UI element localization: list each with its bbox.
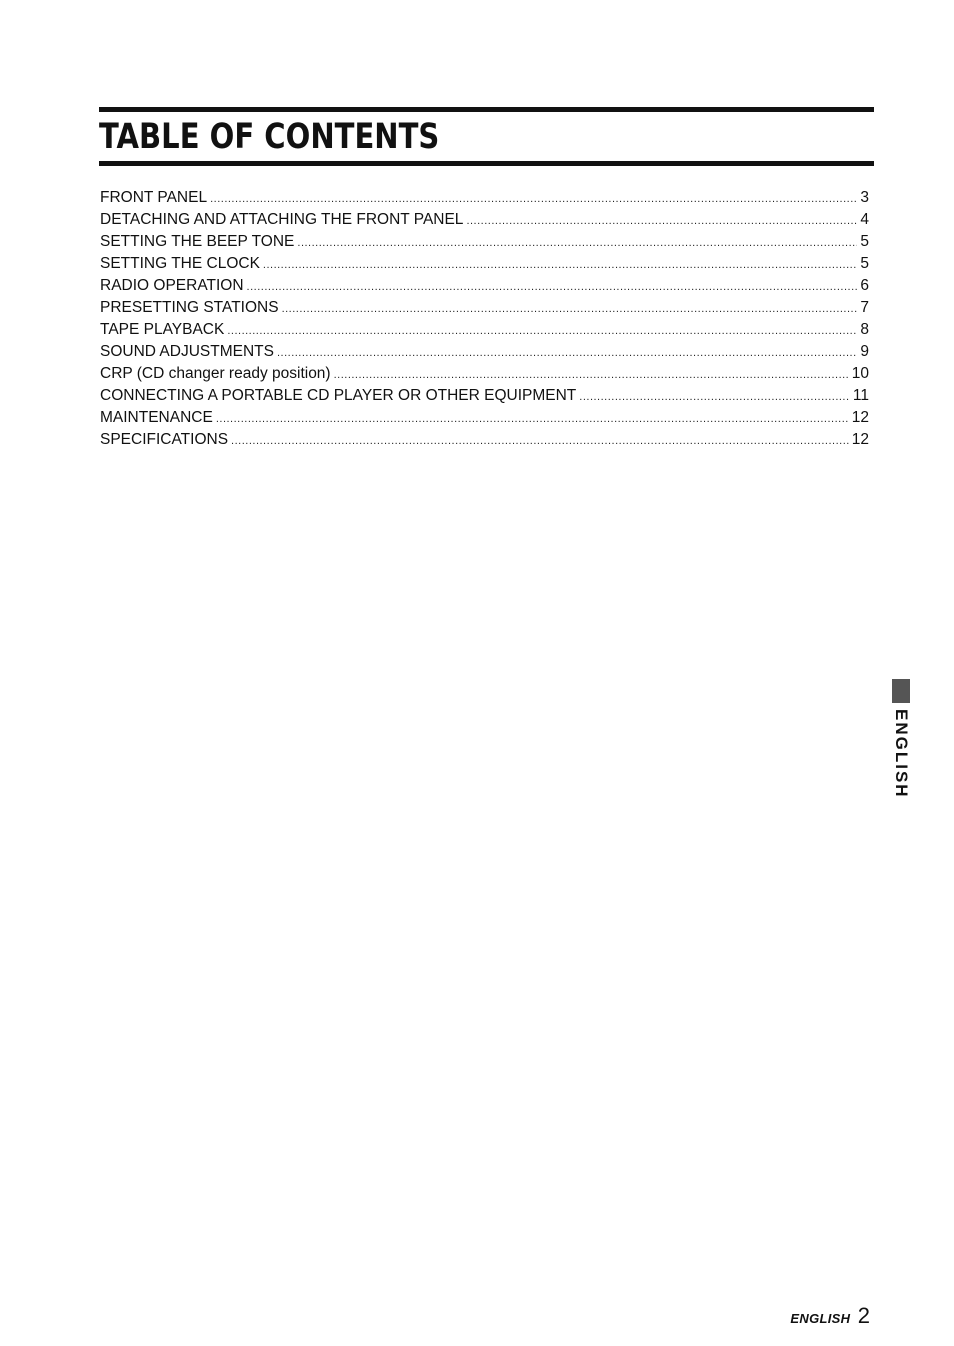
toc-entry-title: SETTING THE BEEP TONE: [100, 233, 295, 250]
dot-leader: [216, 408, 849, 430]
dot-leader: [297, 232, 857, 254]
toc-entry[interactable]: [100, 385, 869, 407]
dot-leader: [282, 298, 858, 320]
toc-entry-title: PRESETTING STATIONS: [100, 299, 279, 316]
toc-entry[interactable]: [100, 363, 869, 385]
toc-entry-title: RADIO OPERATION: [100, 277, 244, 294]
toc-entry-page: 12: [851, 409, 869, 426]
toc-entry-page: 3: [860, 189, 869, 206]
toc-entry-title: FRONT PANEL: [100, 189, 208, 206]
toc-entry[interactable]: [100, 407, 869, 429]
dot-leader: [277, 342, 857, 364]
toc-entry-page: 10: [851, 365, 869, 382]
toc-entry[interactable]: [100, 187, 869, 209]
toc-entry-title: SPECIFICATIONS: [100, 431, 229, 448]
toc-entry-title: DETACHING AND ATTACHING THE FRONT PANEL: [100, 211, 464, 228]
page-number: 2: [857, 1303, 870, 1328]
toc-entry-title: CONNECTING A PORTABLE CD PLAYER OR OTHER EQUIPMENT: [100, 387, 577, 404]
toc-entry[interactable]: [100, 231, 869, 253]
toc-entry-page: 6: [860, 277, 869, 294]
toc-entry[interactable]: [100, 319, 869, 341]
dot-leader: [466, 210, 857, 232]
toc-entry[interactable]: [100, 253, 869, 275]
toc-entry[interactable]: [100, 341, 869, 363]
table-of-contents: [100, 187, 869, 451]
dot-leader: [227, 320, 857, 342]
dot-leader: [334, 364, 849, 386]
dot-leader: [263, 254, 857, 276]
toc-entry-page: 4: [860, 211, 869, 228]
title-bottom-rule: [99, 161, 874, 166]
page-title: TABLE OF CONTENTS: [99, 117, 440, 157]
toc-entry[interactable]: [100, 297, 869, 319]
language-side-tab: [890, 679, 912, 829]
footer-language: ENGLISH: [790, 1311, 851, 1326]
dot-leader: [579, 386, 850, 408]
toc-entry-page: 5: [860, 255, 869, 272]
toc-entry[interactable]: [100, 429, 869, 451]
title-top-rule: [99, 107, 874, 112]
toc-entry-page: 8: [860, 321, 869, 338]
toc-entry-title: SOUND ADJUSTMENTS: [100, 343, 274, 360]
toc-entry-title: CRP (CD changer ready position): [100, 365, 331, 382]
toc-entry[interactable]: [100, 275, 869, 297]
toc-entry-title: TAPE PLAYBACK: [100, 321, 225, 338]
dot-leader: [231, 430, 849, 452]
toc-entry-title: MAINTENANCE: [100, 409, 213, 426]
toc-entry-page: 11: [852, 387, 869, 404]
toc-entry-page: 7: [860, 299, 869, 316]
dot-leader: [247, 276, 858, 298]
toc-entry-title: SETTING THE CLOCK: [100, 255, 260, 272]
toc-entry-page: 5: [860, 233, 869, 250]
toc-entry-page: 9: [860, 343, 869, 360]
language-tab-marker: [892, 679, 910, 703]
dot-leader: [210, 188, 857, 210]
page-footer: [790, 1303, 870, 1329]
toc-entry[interactable]: [100, 209, 869, 231]
language-tab-label: ENGLISH: [892, 709, 911, 799]
toc-entry-page: 12: [851, 431, 869, 448]
